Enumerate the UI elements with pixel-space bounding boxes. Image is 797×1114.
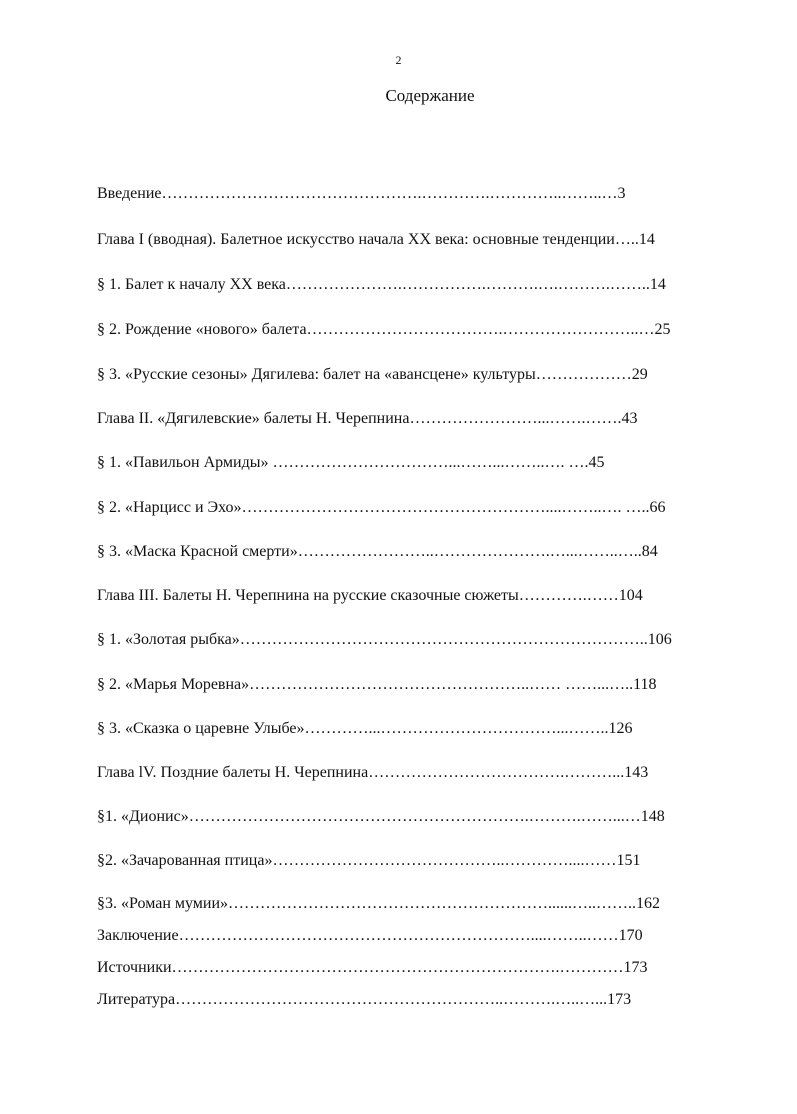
toc-entry-chapter-4: Глава lV. Поздние балеты Н. Черепнина……………………………….………...143: [97, 764, 649, 781]
toc-entry-chapter-3-section-2: § 2. «Марья Моревна»……………………………………………..…… ……...…..118: [97, 676, 657, 693]
toc-entry-chapter-3: Глава III. Балеты Н. Черепнина на русские сказочные сюжеты………….……104: [97, 587, 643, 604]
toc-entry-chapter-4-section-1: §1. «Дионис»……………………………………………………….……….……...…148: [97, 808, 665, 825]
toc-entry-conclusion: Заключение…………………………………………………………....……..……170: [97, 927, 643, 944]
toc-entry-chapter-2-section-1: § 1. «Павильон Армиды» ……………………………...……...……..…. ….45: [97, 454, 605, 471]
toc-entry-chapter-1-section-2: § 2. Рождение «нового» балета……………………………….……………………..…25: [97, 321, 671, 338]
toc-entry-chapter-2: Глава II. «Дягилевские» балеты Н. Черепнина……………………...…….…….43: [97, 410, 638, 427]
toc-entry-chapter-2-section-3: § 3. «Маска Красной смерти»……………………..………………….…...……..…..84: [97, 543, 658, 560]
toc-entry-chapter-2-section-2: § 2. «Нарцисс и Эхо»…………………………………………………....……..…. …..66: [97, 499, 666, 516]
toc-entry-literature: Литература……………………………………………………..……….…..…...173: [97, 991, 632, 1008]
toc-entry-introduction: Введение………………………………………….………….…………..……..…3: [97, 185, 626, 202]
toc-entry-chapter-4-section-3: §3. «Роман мумии»……………………………………………………......…..……..162: [97, 895, 661, 912]
page-title: Содержание: [385, 86, 475, 105]
toc-entry-chapter-1-section-1: § 1. Балет к началу XX века………………….…………….……….….……….……..14: [97, 276, 666, 293]
toc-entry-chapter-1-section-3: § 3. «Русские сезоны» Дягилева: балет на «авансцене» культуры………………29: [97, 366, 648, 383]
toc-entry-chapter-4-section-2: §2. «Зачарованная птица»……………………………………..…………....……151: [97, 852, 641, 869]
toc-entry-sources: Источники……………………………………………………………….…………173: [97, 959, 648, 976]
toc-entry-chapter-3-section-1: § 1. «Золотая рыбка»…………………………………………………………………..106: [97, 631, 672, 648]
page-number: 2: [395, 53, 402, 67]
toc-entry-chapter-1: Глава I (вводная). Балетное искусство начала XX века: основные тенденции…..14: [97, 231, 655, 248]
toc-entry-chapter-3-section-3: § 3. «Сказка о царевне Улыбе»…………...……………………………...……..126: [97, 720, 633, 737]
